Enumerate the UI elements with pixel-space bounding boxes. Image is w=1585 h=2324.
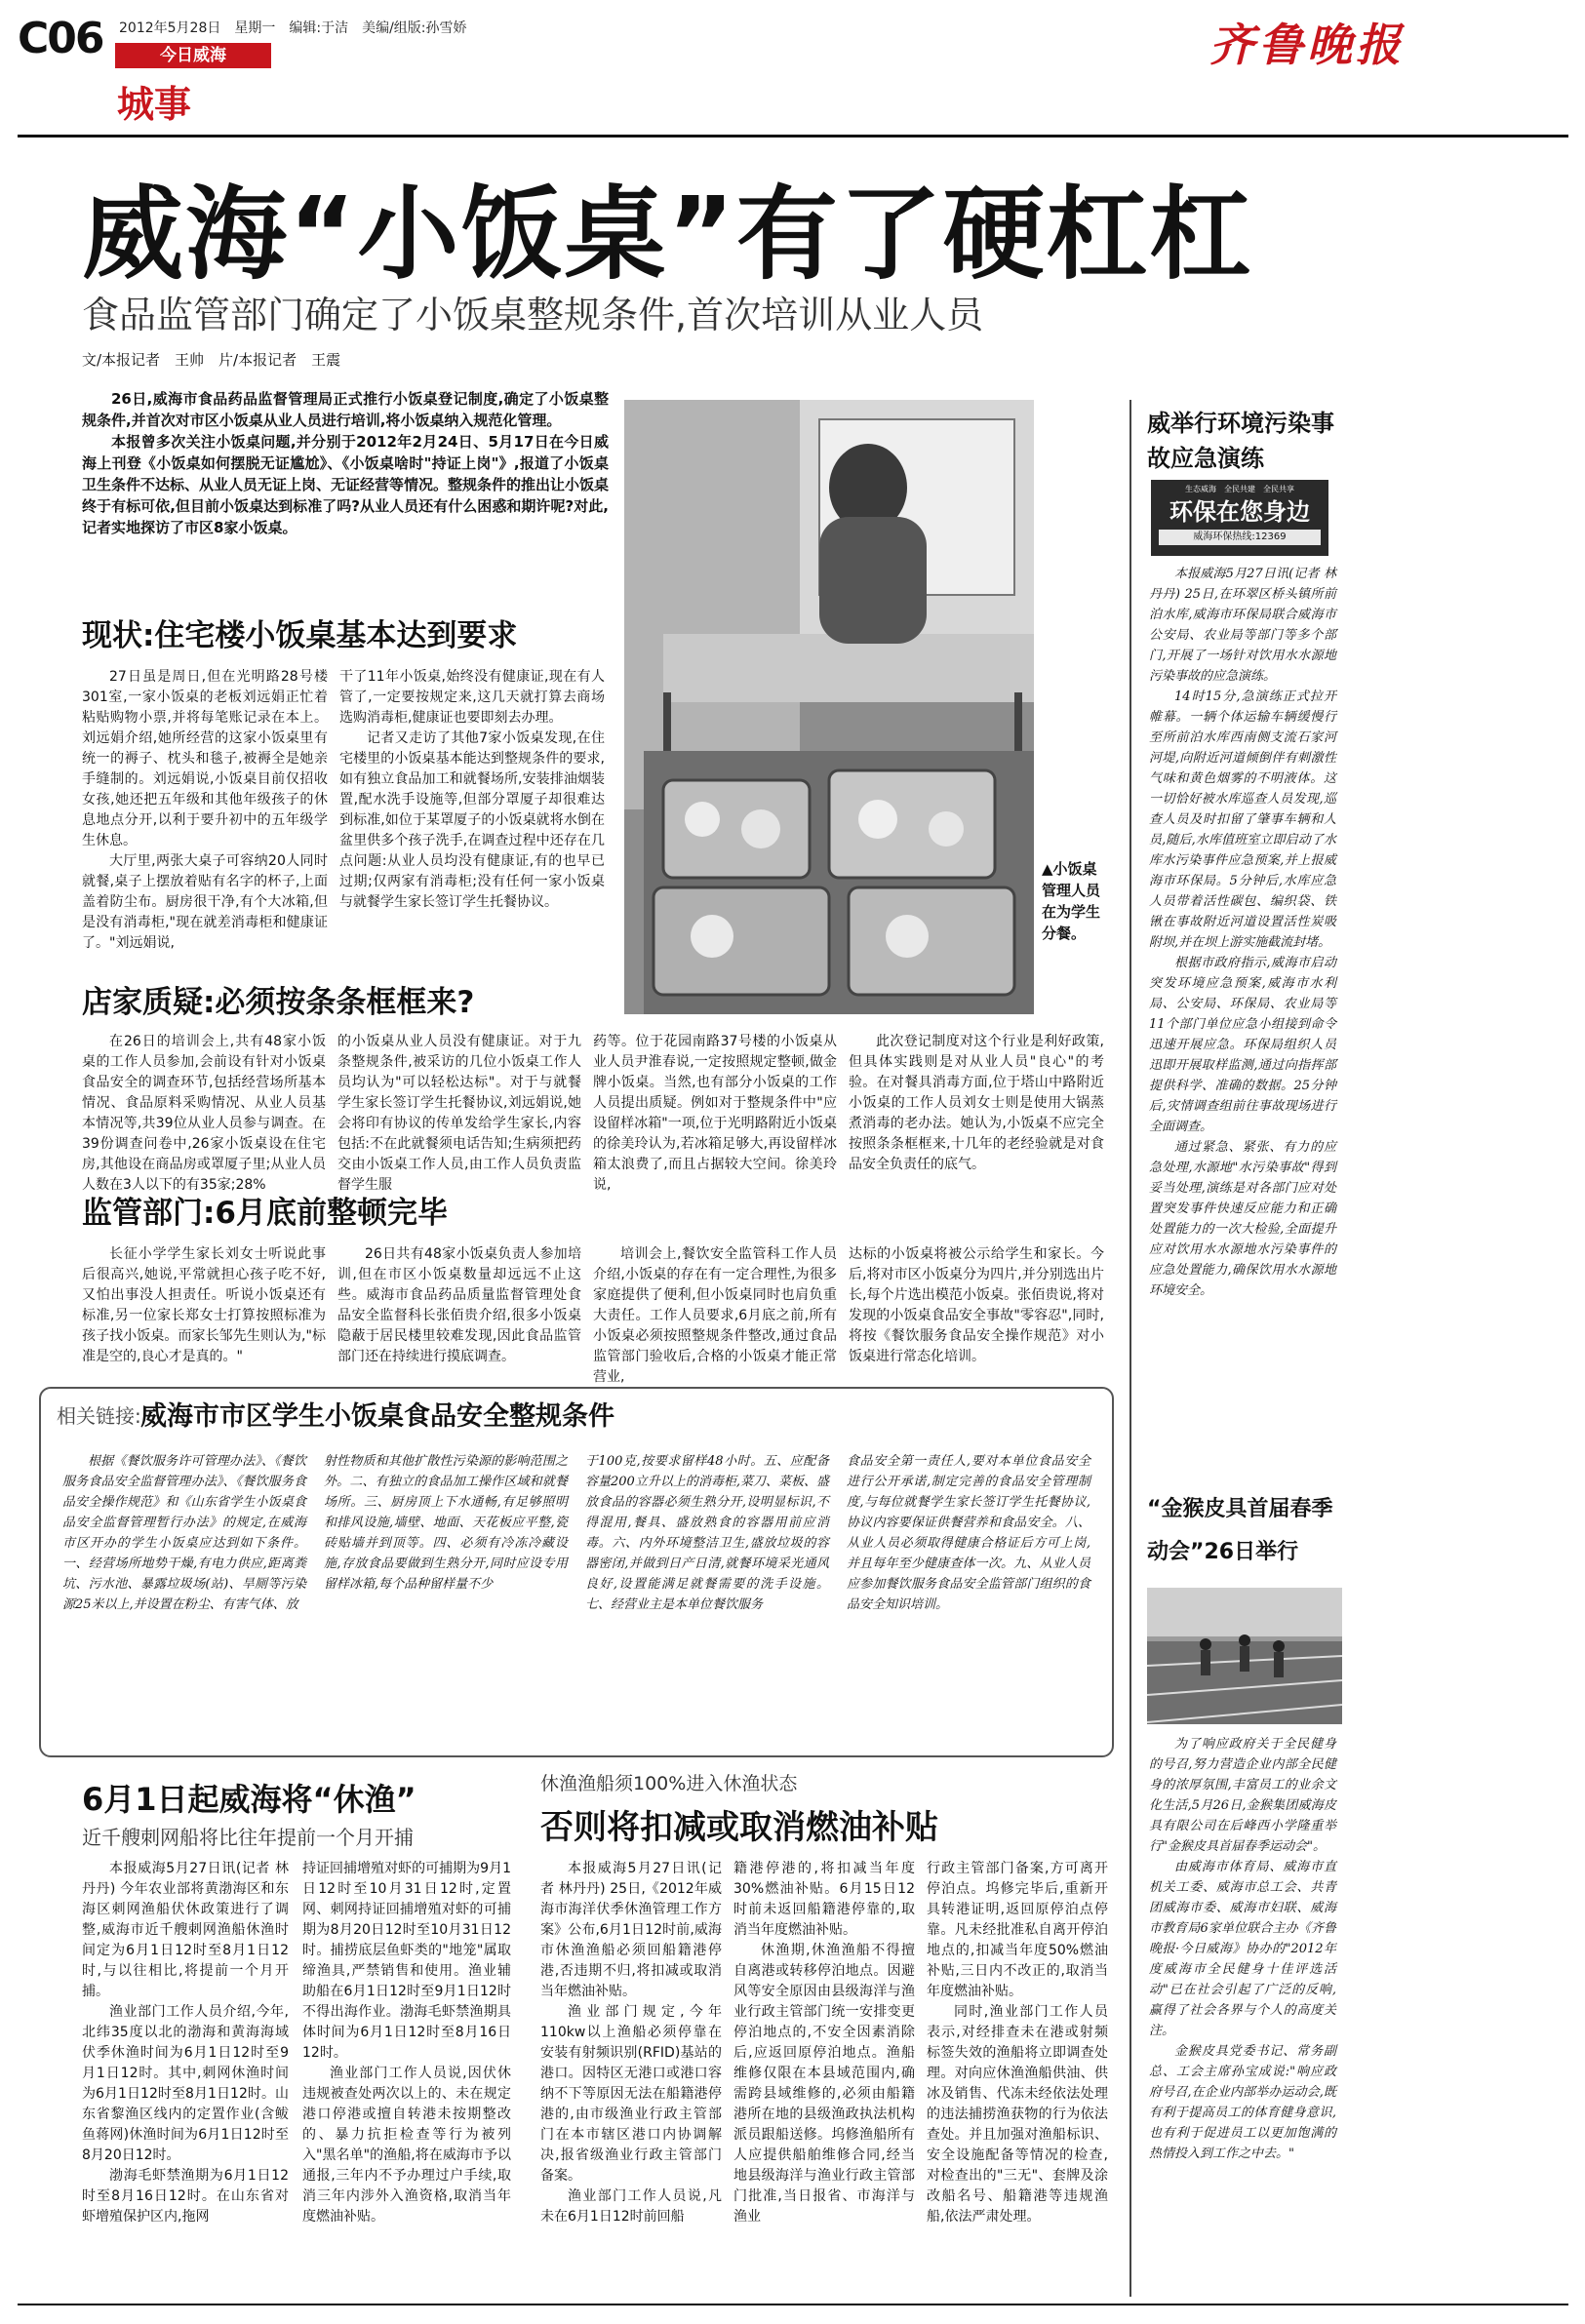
- footer-rule: [18, 2304, 1568, 2305]
- paragraph: 渔业部门工作人员说,因伏休违规被查处两次以上的、未在规定港口停港或擅自转港未按期整改的、暴力抗拒检查等行为被列入"黑名单"的渔船,将在威海市予以通报,三年内不予办理过户手续,取消三年内涉外入渔资格,取消当年度燃油补贴。: [302, 2066, 511, 2225]
- intro-paragraph: 26日,威海市食品药品监督管理局正式推行小饭桌登记制度,确定了小饭桌整规条件,并首次对市区小饭桌从业人员进行培训,将小饭桌纳入规范化管理。: [82, 390, 609, 429]
- paragraph: 为了响应政府关于全民健身的号召,努力营造企业内部全民健身的浓厚氛围,丰富员工的业余文化生活,5月26日,金猴集团威海皮具有限公司在后峰西小学隆重举行"金猴皮具首届春季运动会"。: [1149, 1737, 1336, 1854]
- fuel-col3: [927, 1859, 1108, 2227]
- paragraph: 通过紧急、紧张、有力的应急处理,水源地"水污染事故"得到妥当处理,演练是对各部门应对处置突发事件快速反应能力和正确处置能力的一次大检验,全面提升应对饮用水水源地水污染事件的应急处置能力,确保饮用水水源地环境安全。: [1149, 1140, 1336, 1298]
- fishing-subtitle: 近千艘刺网船将比往年提前一个月开捕: [82, 1826, 414, 1849]
- page-number: C06: [18, 14, 103, 63]
- paragraph: 渔业部门工作人员介绍,今年,北纬35度以北的渤海和黄海海域伏季休渔时间为6月1日12时至9月1日12时。其中,刺网休渔时间为6月1日12时至8月1日12时。山东省黎渔区线内的定置作业(含鲅鱼蒋网)休渔时间为6月1日12时至8月20日12时。: [82, 2004, 289, 2163]
- lead-subtitle: 食品监管部门确定了小饭桌整规条件,首次培训从业人员: [82, 294, 984, 336]
- section2-heading: 店家质疑:必须按条条框框来?: [82, 985, 475, 1020]
- section3-col: [593, 1244, 837, 1388]
- section-name: 城事: [117, 83, 192, 126]
- fuel-col1: [540, 1859, 722, 2227]
- paragraph: 培训会上,餐饮安全监管科工作人员介绍,小饭桌的存在有一定合理性,为很多家庭提供了便利,但小饭桌同时也肩负重大责任。工作人员要求,6月底之前,所有小饭桌必须按照整规条件整改,通过食品监管部门验收后,合格的小饭桌才能正常营业,: [593, 1246, 837, 1385]
- banner-title: 环保在您身边: [1169, 498, 1310, 526]
- paragraph: 此次登记制度对这个行业是利好政策,但具体实践则是对从业人员"良心"的考验。在对餐具消毒方面,位于塔山中路附近小饭桌的工作人员刘女士则是使用大锅蒸煮消毒的老办法。她认为,小饭桌不应完全按照条条框框来,十几年的老经验就是对食品安全负责任的底气。: [849, 1034, 1104, 1172]
- section3-col: [82, 1244, 326, 1367]
- paragraph: 根据市政府指示,威海市启动突发环境应急预案,威海市水利局、公安局、环保局、农业局等11个部门单位应急小组接到命令迅速开展应急。环保局组织人员迅即开展取样监测,通过向指挥部提供科学、准确的数据。25分钟后,灾情调查组前往事故现场进行全面调查。: [1149, 956, 1336, 1134]
- lead-intro: [82, 388, 609, 538]
- intro-paragraph: 本报曾多次关注小饭桌问题,并分别于2012年2月24日、5月17日在今日威海上刊登《小饭桌如何摆脱无证尴尬》、《小饭桌啥时"持证上岗"》,报道了小饭桌卫生条件不达标、从业人员无证上岗、无证经营等情况。整规条件的推出让小饭桌终于有标可依,但目前小饭桌达到标准了吗?从业人员还有什么困惑和期许呢?对此,记者实地探访了市区8家小饭桌。: [82, 433, 610, 536]
- photo-running-track: [1147, 1588, 1342, 1724]
- section3-col: [337, 1244, 581, 1367]
- paragraph: 于100克,按要求留样48小时。五、应配备容量200立升以上的消毒柜,菜刀、菜板、盛放食品的容器必须生熟分开,设明显标识,不得混用,餐具、盛放熟食的容器用前应消毒。六、内外环境整洁卫生,盛放垃圾的容器密闭,并做到日产日清,就餐环境采光通风良好,设置能满足就餐需要的洗手设施。七、经营业主是本单位餐饮服务: [585, 1454, 829, 1612]
- fishing-col2: [302, 1859, 511, 2227]
- fuel-title: 否则将扣减或取消燃油补贴: [540, 1808, 938, 1847]
- paragraph: 同时,渔业部门工作人员表示,对经排查未在港或射频标签失效的渔船将立即调查处理。对向应休渔渔船供油、供冰及销售、代冻未经依法处理的违法捕捞渔获物的行为依法查处。并且加强对渔船标识、安全设施配备等情况的检查,对检查出的"三无"、套牌及涂改船名号、船籍港等违规渔船,依法严肃处理。: [927, 2004, 1108, 2225]
- fishing-title: 6月1日起威海将“休渔”: [82, 1781, 416, 1818]
- sport-photo: [1147, 1588, 1342, 1724]
- paragraph: 渔业部门工作人员说,凡未在6月1日12时前回船: [540, 2188, 722, 2225]
- sport-title: “金猴皮具首届春季动会”26日举行: [1147, 1497, 1333, 1564]
- sport-text: [1149, 1734, 1336, 2164]
- paragraph: 休渔期,休渔渔船不得擅自离港或转移停泊地点。因避风等安全原因由县级海洋与渔业行政主管部门统一安排变更停泊地点的,不安全因素消除后,应返回原停泊地点。渔船维修仅限在本县域范围内,确需跨县域维修的,必须由船籍港所在地的县级渔政执法机构派员跟船送修。坞修渔船所有人应提供船舶维修合同,经当地县级海洋与渔业行政主管部门批准,当日报省、市海洋与渔业: [733, 1943, 915, 2225]
- paragraph: 记者又走访了其他7家小饭桌发现,在住宅楼里的小饭桌基本能达到整规条件的要求,如有独立食品加工和就餐场所,安装排油烟装置,配水洗手设施等,但部分罩厦子却很难达到标准,如位于某罩厦子的小饭桌就将水倒在盆里供多个孩子洗手,在调查过程中还存在几点问题:从业人员均没有健康证,有的也早已过期;仅两家有消毒柜;没有任何一家小饭桌与就餐学生家长签订学生托餐协议。: [339, 730, 605, 910]
- fuel-col2: [733, 1859, 915, 2227]
- paragraph: 渤海毛虾禁渔期为6月1日12时至8月16日12时。在山东省对虾增殖保护区内,拖网: [82, 2168, 289, 2225]
- paragraph: 根据《餐饮服务许可管理办法》、《餐饮服务食品安全监督管理办法》、《餐饮服务食品安全操作规范》和《山东省学生小饭桌食品安全监督管理暂行办法》的规定,在威海市区开办的学生小饭桌应达到如下条件。一、经营场所地势干燥,有电力供应,距离粪坑、污水池、暴露垃圾场(站)、旱厕等污染源25米以上,并设置在粉尘、有害气体、放: [62, 1454, 306, 1612]
- banner-slogan: 生态威海 全民共建 全民共享: [1185, 485, 1294, 493]
- paragraph: 金猴皮具党委书记、常务副总、工会主席孙宝成说:"响应政府号召,在企业内部举办运动会,既有利于提高员工的体育健身意识,也有利于促进员工以更加饱满的热情投入到工作之中去。": [1149, 2044, 1336, 2161]
- photo-canteen-scene: [624, 400, 1034, 1014]
- paragraph: 27日虽是周日,但在光明路28号楼301室,一家小饭桌的老板刘远娟正忙着粘贴购物小票,并将每笔账记录在本上。刘远娟介绍,她所经营的这家小饭桌里有统一的褥子、枕头和毯子,被褥全是她亲手缝制的。刘远娟说,小饭桌目前仅招收女孩,她还把五年级和其他年级孩子的休息地点分开,以利于要升初中的五年级学生休息。: [82, 669, 328, 848]
- byline: 文/本报记者 王帅 片/本报记者 王震: [82, 351, 341, 369]
- paragraph: 长征小学学生家长刘女士听说此事后很高兴,她说,平常就担心孩子吃不好,又怕出事没人担责任。听说小饭桌还有标准,另一位家长郑女士打算按照标准为孩子找小饭桌。而家长邹先生则认为,"标准是空的,良心才是真的。": [82, 1246, 326, 1364]
- section1-col2: [339, 667, 605, 913]
- section2-col: [337, 1032, 581, 1196]
- section3-col: [849, 1244, 1104, 1367]
- environment-banner: [1151, 480, 1328, 556]
- paragraph: 食品安全第一责任人,要对本单位食品安全进行公开承诺,制定完善的食品安全管理制度,与每位就餐学生家长签订学生托餐协议,协议内容要保证供餐营养和食品安全。八、从业人员必须取得健康合格证后方可上岗,并且每年至少健康查体一次。九、从业人员应参加餐饮服务食品安全监管部门组织的食品安全知识培训。: [847, 1454, 1090, 1612]
- related-title: 威海市市区学生小饭桌食品安全整规条件: [140, 1401, 614, 1432]
- paragraph: 14时15分,急演练正式拉开帷幕。一辆个体运输车辆缓慢行至所前泊水库西南侧支流石家河河堤,向附近河道倾倒伴有刺激性气味和黄色烟雾的不明液体。这一切恰好被水库巡查人员发现,巡查人员及时扣留了肇事车辆和人员,随后,水库值班室立即启动了水库水污染事件应急预案,并上报威海市环保局。5分钟后,水库应急人员带着活性碳包、编织袋、铁锹在事故附近河道设置活性炭吸附坝,并在坝上游实施截流封堵。: [1149, 689, 1336, 950]
- related-label: 相关链接:: [57, 1404, 141, 1428]
- banner-hotline: 威海环保热线:12369: [1159, 530, 1321, 545]
- section2-col: [593, 1032, 837, 1196]
- section2-col: [82, 1032, 326, 1196]
- fishing-col1: [82, 1859, 289, 2227]
- paragraph: 本报威海5月27日讯(记者 林丹丹) 25日,《2012年威海市海洋伏季休渔管理工作方案》公布,6月1日12时前,威海市休渔渔船必须回船籍港停港,否违期不归,将扣减或取消当年燃油补贴。: [540, 1861, 722, 1999]
- section1-col1: [82, 667, 328, 954]
- section3-heading: 监管部门:6月底前整顿完毕: [82, 1196, 448, 1231]
- paragraph: 籍港停港的,将扣减当年度30%燃油补贴。6月15日12时前未返回船籍港停靠的,取消当年度燃油补贴。: [733, 1861, 915, 1938]
- column-divider: [1129, 400, 1131, 2297]
- related-col: [62, 1451, 306, 1615]
- lead-photo: [624, 400, 1034, 1014]
- paragraph: 本报威海5月27日讯(记者 林丹丹) 25日,在环翠区桥头镇所前泊水库,威海市环保局联合威海市公安局、农业局等部门等多个部门,开展了一场针对饮用水水源地污染事故的应急演练。: [1149, 567, 1336, 684]
- paragraph: 达标的小饭桌将被公示给学生和家长。今后,将对市区小饭桌分为四片,并分别选出片长,每个片选出模范小饭桌。张佰贵说,将对发现的小饭桌食品安全事故"零容忍",同时,将按《餐饮服务食品安全操作规范》对小饭桌进行常态化培训。: [849, 1246, 1104, 1364]
- paragraph: 渔业部门规定,今年110kw以上渔船必须停靠在安装有射频识别(RFID)基站的港口。因特区无港口或港口容纳不下等原因无法在船籍港停港的,由市级渔业行政主管部门在本市辖区港口内协调解决,报省级渔业行政主管部门备案。: [540, 2004, 722, 2184]
- paragraph: 射性物质和其他扩散性污染源的影响范围之外。二、有独立的食品加工操作区域和就餐场所。三、厨房顶上下水通畅,有足够照明和排风设施,墙壁、地面、天花板应平整,瓷砖贴墙并到顶等。四、必须有冷冻冷藏设施,存放食品要做到生熟分开,同时应设专用留样冰箱,每个品种留样量不少: [324, 1454, 568, 1592]
- related-col: [847, 1451, 1090, 1615]
- section1-heading: 现状:住宅楼小饭桌基本达到要求: [82, 618, 518, 653]
- paragraph: 在26日的培训会上,共有48家小饭桌的工作人员参加,会前设有针对小饭桌食品安全的调查环节,包括经营场所基本情况、食品原料采购情况、从业人员基本情况等,共39位从业人员参与调查。在39份调查问卷中,26家小饭桌设在住宅房,其他设在商品房或罩厦子里;从业人员人数在3人以下的有35家;28%: [82, 1034, 326, 1193]
- section2-col: [849, 1032, 1104, 1175]
- date-line: 2012年5月28日 星期一 编辑:于洁 美编/组版:孙雪娇: [119, 20, 467, 36]
- paragraph: 干了11年小饭桌,始终没有健康证,现在有人管了,一定要按规定来,这几天就打算去商场选购消毒柜,健康证也要即刻去办理。: [339, 669, 605, 726]
- lead-title: 威海“小饭桌”有了硬杠杠: [82, 175, 1253, 294]
- fuel-kicker: 休渔渔船须100%进入休渔状态: [540, 1773, 798, 1794]
- drill-text: [1149, 564, 1336, 1301]
- paragraph: 持证回捕增殖对虾的可捕期为9月1日12时至10月31日12时,定置网、刺网持证回捕增殖对虾的可捕期为8月20日12时至10月31日12时。捕捞底层鱼虾类的"地笼"属取缔渔具,严禁销售和使用。渔业辅助船在6月1日12时至9月1日12时不得出海作业。渤海毛虾禁渔期具体时间为6月1日12时至8月16日12时。: [302, 1861, 511, 2061]
- paragraph: 本报威海5月27日讯(记者 林丹丹) 今年农业部将黄渤海区和东海区刺网渔船伏休政策进行了调整,威海市近千艘刺网渔船休渔时间定为6月1日12时至8月1日12时,与以往相比,将提前一个月开捕。: [82, 1861, 289, 1999]
- paragraph: 大厅里,两张大桌子可容纳20人同时就餐,桌子上摆放着贴有名字的杯子,上面盖着防尘布。厨房很干净,有个大冰箱,但是没有消毒柜,"现在就差消毒柜和健康证了。"刘远娟说,: [82, 853, 328, 951]
- section-tag: 今日威海: [115, 43, 271, 68]
- paragraph: 行政主管部门备案,方可离开停泊点。坞修完毕后,重新开具转港证明,返回原停泊点停靠。凡未经批准私自离开停泊地点的,扣减当年度50%燃油补贴,三日内不改正的,取消当年度燃油补贴。: [927, 1861, 1108, 1999]
- header-rule: [18, 135, 1568, 138]
- paragraph: 药等。位于花园南路37号楼的小饭桌从业人员尹淮春说,一定按照规定整顿,做金牌小饭桌。当然,也有部分小饭桌的工作人员提出质疑。例如对于整规条件中"应设留样冰箱"一项,位于光明路附近小饭桌的徐美玲认为,若冰箱足够大,再设留样冰箱太浪费了,而且占据较大空间。徐美玲说,: [593, 1034, 837, 1193]
- related-col: [324, 1451, 568, 1595]
- paragraph: 26日共有48家小饭桌负责人参加培训,但在市区小饭桌数量却远远不止这些。威海市食品药品质量监督管理处食品安全监督科长张佰贵介绍,很多小饭桌隐蔽于居民楼里较难发现,因此食品监管部门还在持续进行摸底调查。: [337, 1246, 581, 1364]
- related-col: [585, 1451, 829, 1615]
- masthead-logo: 齐鲁晚报: [1209, 19, 1405, 71]
- photo-caption: ▲小饭桌管理人员在为学生分餐。: [1042, 860, 1101, 942]
- paragraph: 的小饭桌从业人员没有健康证。对于九条整规条件,被采访的几位小饭桌工作人员均认为"可以轻松达标"。对于与就餐学生家长签订学生托餐协议,刘远娟说,她会将印有协议的传单发给学生家长,内容包括:不在此就餐须电话告知;生病须把药交由小饭桌工作人员,由工作人员负责监督学生服: [337, 1034, 581, 1193]
- paragraph: 由威海市体育局、威海市直机关工委、威海市总工会、共青团威海市委、威海市妇联、威海市教育局6家单位联合主办《齐鲁晚报·今日威海》协办的"2012年度威海市全民健身十佳评选活动"已在社会引起了广泛的反响,赢得了社会各界与个人的高度关注。: [1149, 1860, 1336, 2038]
- drill-title: 威举行环境污染事故应急演练: [1147, 410, 1334, 472]
